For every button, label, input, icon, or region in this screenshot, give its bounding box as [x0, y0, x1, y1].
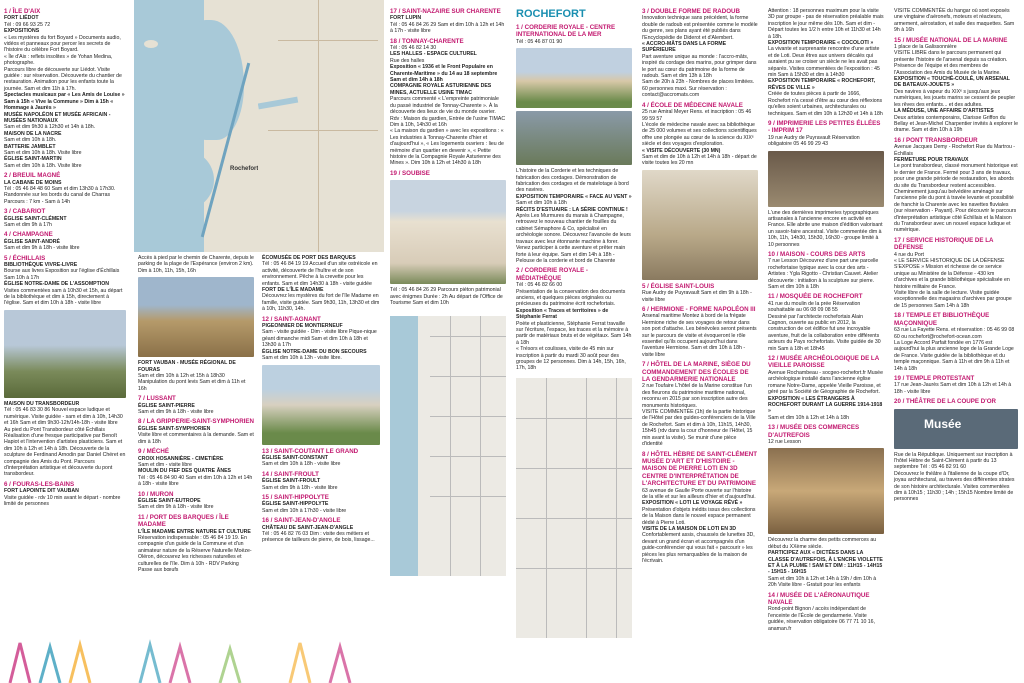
subtitle: FORT VAUBAN - MUSÉE RÉGIONAL DE FOURAS [138, 360, 236, 373]
section-title: 11 / MOSQUÉE DE ROCHEFORT [768, 293, 863, 301]
region-map-right [258, 0, 384, 252]
text: Rond-point Bignon / accès indépendant de l'enceinte de l'École de gendarmerie. Visite guidée, réservation obligatoire 06 77 71 10 16, anaman.fr [768, 606, 875, 632]
section-title: 5 / ÉCHILLAIS [4, 254, 46, 262]
subtitle: FORT LAPOINTE DIT VAUBAN [4, 488, 79, 495]
text: Rue des halles [390, 57, 425, 64]
text: Arsenal maritime Montez à bord de la frégate Hermione riche de ses voyages de retour dans son port d'attache. Les bénévoles seront présents sur le parcours de visite et évoqueront le rôle essentiel qu'ils occupent aujourd'hui dans l'aventure Hermione. Sam et dim 10h à 18h - visite libre [642, 313, 757, 358]
section-title: 9 / IMPRIMERIE LES PETITES ÉLLÉES - IMPRIM 17 [768, 119, 881, 135]
section-title: 12 / MUSÉE ARCHÉOLOGIQUE DE LA VIEILLE PAROISSE [768, 355, 879, 370]
text: Tél : 05 46 84 90 40 Sam et dim 10h à 12h et 14h à 18h - visite libre [138, 474, 253, 488]
photo-corderie [516, 48, 632, 108]
section-title: 5 / ÉGLISE SAINT-LOUIS [642, 282, 715, 290]
text: Au pied du Pont Transbordeur côté Échillais Réalisation d'une fresque participative par Benoît Hapiot et l'intervention d'artistes plasticiens. Sam et dim 10h à 12h et 14h à 18h. Découverte de la sculpture de Ferdinand Arnodin par Daniel Chéret en compagnie des Amis du Pont. Parcours d'interprétation artistique et découverte du pont transbordeur. [4, 426, 126, 478]
text: Le pont transbordeur, classé monument historique est le dernier de France. Fermé pour 3 ans de travaux, pour une grande période de restauration, les abords du site du Transbordeur restent accessibles. Cheminement jusqu'au belvédère aménagé sur l'ancienne pile du pont à travée levante et possibilité de franchir la Charente avec les navettes fluviales (sur réservation - Payant). Pour découvrir le parcours d'interprétation artistique côté Échillais et la Maison du Transbordeur avec un nouvel espace ludique et numérique. [894, 163, 1018, 234]
subtitle: BATTERIE JAMBLET [4, 143, 56, 150]
text: Découvrez le théâtre à l'italienne de la coupe d'Or, joyau architectural, au travers des différentes strates de son histoire architecturale. Visites commentées dim à 10h15 ; 11h30 ; 14h ; 15h15 Nombre limité de personnes [894, 470, 1015, 503]
subtitle: FORT LUPIN [390, 15, 422, 22]
text: Sam - visite guidée - Dim - visite libre Pique-nique géant dimanche midi Sam et dim 10h à 18h et 13h30 à 17h [262, 329, 377, 349]
section-title: 18 / TONNAY-CHARENTE [390, 37, 464, 45]
text: Sam et dim 10h à 18h. Visite libre [4, 149, 82, 156]
text: Visite guidée - rdv 10 min avant le départ - nombre limité de personnes [4, 494, 121, 507]
text: 1 place de la Galissonnière [894, 44, 957, 51]
subtitle: ÉGLISE SAINT-PIERRE [138, 402, 195, 409]
section-title: 14 / SAINT-FROULT [262, 470, 319, 478]
text: 19 rue Audry de Puyravault Réservation obligatoire 05 46 99 29 43 [768, 134, 860, 148]
section-title: 3 / CABARIOT [4, 208, 46, 216]
photo-ecole-medecine [642, 170, 758, 280]
subtitle: RÉCITS D'ESTUAIRE : LA SÉRIE CONTINUE ! [516, 206, 628, 213]
text: L'école de médecine navale avec sa bibliothèque de 25 000 volumes et ses collections scientifiques offre une plongée au cœur de la science du XIXᵉ siècle et des voyages d'exploration. [642, 121, 757, 148]
section-title: 17 / SERVICE HISTORIQUE DE LA DÉFENSE [894, 236, 994, 252]
section-title: 17 / SAINT-NAZAIRE SUR CHARENTE [390, 8, 501, 15]
text: Sam et dim 9h à 18h - visite libre [138, 504, 214, 511]
text: Sam et dim de 10h à 12h et 14h à 18h - départ de visite toutes les 20 mn [642, 153, 757, 167]
text: Rue de la République. Uniquement sur inscription à l'hôtel Hèbre de Saint-Clément à partir du 13 septembre Tél : 05 46 82 91 60 [894, 451, 1013, 471]
text: Sam et dim 9h à 17h [4, 222, 52, 228]
column-6 [638, 0, 762, 683]
section-title: 8 / LA GRIPPERIE-SAINT-SYMPHORIEN [138, 418, 254, 426]
subtitle: CROIX HOSANNIÈRE - CIMETIÈRE [138, 455, 224, 462]
subtitle: EXPOSITION « LOTI LE VOYAGE RÊVÉ » [642, 500, 743, 507]
text: Dessiné par l'architecte rochefortais Alain Cagnon, ouverte au public en 2012, la construction de cet édifice fut une incroyable aventure, fruit de la collaboration entre différents acteurs du Pays rochefortais. Visite guidée de 30 min Sam à 18h et 18h45 [768, 313, 881, 352]
subtitle: ÉGLISE SAINT-EUTROPE [138, 497, 201, 504]
text: Tél : 05 46 84 26 29 Parcours piéton patrimonial avec énigmes Durée : 2h Au départ de l'Office de Tourisme Sam et dim 10h [390, 287, 503, 306]
text: Tél : 05 46 84 26 29 Sam et dim 10h à 12h et 14h à 17h - visite libre [390, 21, 505, 35]
text: Tél : 05 46 82 14 30 [390, 45, 437, 52]
text: Sam et dim 9h à 18h - visite libre [138, 409, 214, 416]
photo-soubise-tower [390, 180, 506, 284]
subtitle: ÉGLISE SAINT-CONSTANT [262, 454, 328, 461]
section-title: 9 / MÉCHÉ [138, 448, 169, 456]
text: 25 rue Amiral Meyer Rens. et inscription : 05 46 99 59 57 [642, 109, 752, 122]
subtitle: PARTICIPEZ AUX « DICTÉES DANS LA CLASSE D'AUTREFOIS, À L'ENCRE VIOLETTE ET À LA PLUME ! SAM ET DIM : 11H15 - 14H15 - 15H15 - 16H15 [768, 550, 883, 576]
column-3 [258, 0, 384, 683]
subtitle: EXPOSITION TEMPORAIRE « COCOLOTI » [768, 40, 874, 47]
text: Tél : 05 46 82 76 03 Dim : visite des métiers et présence de tailleurs de pierre, de bois, lissage... [262, 530, 375, 544]
text: 12 rue Lesson [768, 438, 801, 445]
text: Tél : 05 46 83 30 86 Nouvel espace ludique et numérique. Visite guidée - sam et dim à 10h, 14h30 et 16h Sam et dim 9h30-12h/14h-18h - visite libre [4, 407, 123, 427]
text: Tél : 05 46 82 66 00 [516, 282, 563, 289]
map-label-rochefort: Rochefort [230, 166, 258, 172]
town-map-2 [516, 378, 632, 638]
subtitle: ÉGLISE SAINT-ANDRÉ [4, 238, 60, 245]
text: Présentation de la conservation des documents anciens, et quelques pièces originales ou précieuses du patrimoine écrit rochefortais. [516, 288, 626, 308]
section-title: 13 / SAINT-COUTANT LE GRAND [262, 447, 359, 455]
subtitle: FORT DE L'ÎLE MADAME [262, 287, 324, 294]
section-title: 2 / BREUIL MAGNÉ [4, 172, 61, 180]
section-title: 10 / MURON [138, 490, 174, 498]
section-title: 1 / ÎLE D'AIX [4, 8, 41, 15]
text: Après Les Murmures du marais à Champagne, retrouvez le nouveau chantier de fouilles du cabinet Sémaphore & Co, spécialisé en archéologie sonore. Découvrez l'avancée de leurs travaux avec leur étonnante machine à forer. Venez participer à cette aventure et prêter main forte à leur équipe. Sam et dim 14h à 18h - Pelouse de la corderie et bord de Charente [516, 213, 631, 264]
text: Sam et dim 10h à 13h - visite libre. [262, 355, 342, 362]
subtitle: VISITE DE LA MAISON DE LOTI EN 3D [642, 525, 737, 532]
text: Poète et plasticienne, Stéphanie Ferrat travaille sur l'écriture, l'espace, les traces et la mémoire à partir de matériaux bruts et de végétaux. Sam 14h à 18h [516, 320, 632, 346]
column-2 [134, 0, 258, 683]
text: Sam et dim 10h à 18h. Visite libre [4, 162, 82, 169]
section-title: 4 / CHAMPAGNE [4, 231, 53, 239]
section-title: 6 / HERMIONE - FORME NAPOLÉON III [642, 305, 756, 313]
page-title: ROCHEFORT [516, 8, 586, 20]
subtitle: FERMETURE POUR TRAVAUX [894, 156, 969, 163]
section-title: 16 / SAINT-JEAN-D'ANGLE [262, 517, 341, 525]
photo-transbordeur [4, 310, 126, 398]
text: Sam et dim 10h à 18h [516, 200, 567, 207]
text: Sam et dim 9h à 18h - visite libre [4, 245, 80, 252]
text: Parcours commenté « L'empreinte patrimoniale du passé industriel de Tonnay-Charente ». À la découverte des lieux de vie du monde ouvrier. Rdv : Maison du gardien, Entrée de l'usine TIMAC Dim à 10h, 14h30 et 16h [390, 96, 506, 128]
subtitle: MUSÉE NAPOLÉON ET MUSÉE AFRICAIN - MUSÉES NATIONAUX [4, 111, 111, 124]
subtitle: ÉGLISE SAINT-CLÉMENT [4, 215, 67, 222]
text: Sam et dim 10h à 12h et 14h à 18h [768, 414, 850, 421]
text: 7 rue Lesson Découvrez d'une part une parcelle rochefortaise typique avec la cour des arts - Artistes : Ygla Rigotto - Christian Cauvet. Atelier découverte : initiation à la sculpture sur pierre. Sam et dim 10h à 18h [768, 258, 879, 290]
text: VISITE LIBRE dans le parcours permanent qui présente l'histoire de l'arsenal depuis sa création. Présence de l'équipe et des membres de l'Association des Amis du Musée de la Marine. [894, 50, 1008, 76]
text: Sam et dim 9h à 18h - visite libre [262, 484, 338, 491]
region-map [134, 0, 258, 252]
subtitle: ÉGLISE SAINT-HIPPOLYTE [262, 501, 329, 508]
text: Rue Audry de Puyravault Sam et dim 9h à 18h - visite libre [642, 290, 752, 303]
column-8 [890, 0, 1022, 683]
section-title: 12 / SAINT-AGNANT [262, 315, 321, 323]
subtitle: LA CABANE DE MOINS [4, 179, 62, 186]
section-title: 11 / PORT DES BARQUES / ÎLE MADAME [138, 513, 229, 529]
text: Visite libre de la salle de lecture. Visite guidée exceptionnelle des magasins d'archives par groupe de 15 personnes Sam 14h à 18h [894, 290, 1012, 309]
section-title: 15 / SAINT-HIPPOLYTE [262, 493, 329, 501]
column-5 [512, 0, 636, 683]
subtitle: EXPOSITION « TOUCHÉ-COULÉ, UN ARSENAL DE BATEAUX-JOUETS » [894, 76, 1010, 89]
section-title: 15 / MUSÉE NATIONAL DE LA MARINE [894, 36, 1008, 44]
text: Sam et dim - visite libre [138, 461, 192, 468]
text: La vivante et surprenante rencontre d'une artiste et de Loti. Deux êtres aux univers décalés qui auraient pu se croiser un siècle ne les avait pas séparés. Visites commentées de l'exposition : 45 min Sam à 15h30 et dim à 14h30 [768, 46, 880, 79]
text: Tél : 05 46 84 19 19 Accueil d'un site ostréicole en activité, découverte de l'huître et de son environnement. Pêche à la crevette pour les enfants. Sam et dim 14h30 à 18h - visite guidée [262, 261, 378, 287]
column-7 [764, 0, 888, 683]
section-title: 18 / TEMPLE ET BIBLIOTHÈQUE MAÇONNIQUE [894, 312, 990, 327]
section-title: 3 / DOUBLE FORME DE RADOUB [642, 8, 740, 15]
text: « Île d'Aix : reflets insolites » de Yohan Medina, photographe. [4, 53, 113, 67]
section-title: 8 / HÔTEL HÈBRE DE SAINT-CLÉMENT MUSÉE D'ART ET D'HISTOIRE - MAISON DE PIERRE LOTI EN 3D CENTRE D'INTERPRÉTATION DE L'ARCHITECTURE ET DU PATRIMOINE [642, 450, 758, 488]
section-title: 2 / CORDERIE ROYALE - MÉDIATHÈQUE [516, 267, 588, 282]
text: L'histoire de la Corderie et les techniques de fabrication des cordages. Démonstration de fabrication des cordages et de matelotage à bord des navires. [516, 168, 629, 194]
text: Exposition « 1936 et le Front Populaire en Charente-Maritime » du 14 au 18 septembre Sam et dim 14h à 18h [390, 64, 498, 84]
text: 63 avenue de Gaulle Porte ouverte sur l'histoire de la ville et sur les ailleurs d'hier et d'aujourd'hui. [642, 487, 756, 500]
town-map [390, 316, 506, 576]
text: L'une des dernières imprimeries typographiques artisanales à l'ancienne encore en activité en France. Elle abrite une maison d'édition valorisant un savoir-faire ancestral. Visite commentée dim à 10h, 11h, 14h30, 15h30, 16h30 - groupe limité à 10 personnes [768, 209, 883, 248]
text: Sam et dim 10h à 18h - visite libre [262, 461, 341, 468]
text: Présentation d'objets inédits issus des collections de la Maison dans le nouvel espace permanent dédié à Pierre Loti. [642, 506, 756, 526]
subtitle: BIBLIOTHÈQUE VIVRE-LIVRE [4, 262, 78, 269]
text: Des navires à vapeur du XIXᵉ s jusqu'aux jeux numériques, les jouets marins se cessent de peupler les rêves des enfants... et des adultes. [894, 88, 1016, 108]
subtitle: EXPOSITIONS [4, 28, 40, 35]
subtitle: « VISITE DÉCOUVERTE (30 MN) [642, 147, 721, 154]
text: Découvrez les mystères du fort de l'île Madame en famille, visite guidée. Sam 9h30, 11h, 13h30 et dim à 10h, 11h30, 14h. [262, 293, 380, 313]
text: Créée de toutes pièces à partir de 1666, Rochefort n'a cessé d'être au cœur des réflexions qu'elles soient urbaines, architecturales ou techniques. Sam et dim 10h à 12h30 et 14h à 18h [768, 91, 883, 117]
text: « La maison du gardien » avec les expositions : « Les industries à Tonnay-Charente d'hier et d'aujourd'hui », « Les logements ouvriers : lieu de mémoire d'un quartier en devenir », « Petite histoire de la Compagnie Royale Asturienne des Mines ». Dim 10h à 12h et 14h30 à 18h [390, 128, 504, 167]
photo-musee-sign [894, 409, 1018, 449]
photo-pigeonnier [262, 365, 380, 445]
text: La Loge Accord Parfait fondée en 1776 est aujourd'hui la plus ancienne loge de la Grande Loge de France. Visite guidée de la bibliothèque et du temple maçonnique. Sam à 11h et dim 9h à 11h et 14h à 18h [894, 339, 1014, 372]
text: Accès à pied par le chemin de Charente, depuis le parking de la plage de l'Espérance (environ 2 km). Dim à 10h, 11h, 15h, 16h [138, 255, 254, 274]
subtitle: MOULIN DU FIEF DES QUATRE ÂNES [138, 468, 231, 475]
subtitle: COMPAGNIE ROYALE ASTURIENNE DES MINES, ACTUELLE USINE TIMAC [390, 83, 492, 96]
section-title: 19 / SOUBISE [390, 169, 430, 177]
text: « LE SERVICE HISTORIQUE DE LA DÉFENSE S'EXPOSE » Mission et richesse de ce service unique au Ministère de la Défense - 430 km d'archives et la grande bibliothèque spécialisée en histoire militaire de France. [894, 258, 1010, 290]
section-title: 14 / MUSÉE DE L'AÉRONAUTIQUE NAVALE [768, 591, 870, 606]
section-title: 13 / MUSÉE DES COMMERCES D'AUTREFOIS [768, 424, 860, 439]
photo-imprimerie [768, 151, 884, 207]
column-1 [0, 0, 130, 683]
section-title: 6 / FOURAS-LES-BAINS [4, 480, 75, 488]
text: Sam et dim 10h à 18h. [4, 137, 57, 144]
section-title: 7 / HÔTEL DE LA MARINE, SIÈGE DU COMMANDEMENT DES ÉCOLES DE LA GENDARMERIE NATIONALE [642, 361, 751, 384]
section-title: 1 / CORDERIE ROYALE - CENTRE INTERNATIONAL DE LA MER [516, 24, 616, 39]
section-title: 10 / MAISON - COURS DES ARTS [768, 250, 866, 258]
text: Réservation indispensable : 05 46 84 19 19. En compagnie d'un guide de la Commune et d'un animateur nature de la Réserve Naturelle Moëze-Oléron, découvrez les richesses naturelles et culturelles de l'île. Dim à 10h - RDV Parking Passe aux bœufs [138, 534, 252, 573]
section-title: 19 / TEMPLE PROTESTANT [894, 374, 975, 382]
text: Confortablement assis, chaussés de lunettes 3D, devant un grand écran et accompagnés d'un guide-conférencier qui vous fait « parcourir » les pièces les plus remarquables de la maison de l'écrivain. [642, 532, 755, 564]
text: Innovation technique sans précédent, la forme double de radoub est présentée comme le modèle du genre, ses plans ayant été publiés dans l'Encyclopédie de Diderot et d'Alembert. [642, 15, 758, 41]
text: Deux artistes contemporains, Clarisse Griffon du Bellay et Jean-Michel Charpentier invités à explorer le drame. Sam et dim 10h à 19h [894, 114, 1018, 134]
subtitle: EXPOSITION TEMPORAIRE « FACE AU VENT » [516, 193, 632, 200]
text: Sam et dim 10h à 17h30 - visite libre [262, 507, 347, 514]
subtitle: CHÂTEAU DE SAINT-JEAN-D'ANGLE [262, 524, 354, 531]
subtitle: MAISON DU TRANSBORDEUR [4, 400, 80, 407]
text: Parcours libre de découverte sur Liédot. Visite guidée : sur réservation. Découverte du chantier de restauration. Animation pour les enfants toute la journée. Sam et dim 11h à 17h. [4, 66, 122, 92]
subtitle: ÉCOMUSÉE DE PORT DES BARQUES [262, 255, 356, 261]
text: Bourse aux livres Exposition sur l'église d'Échillais Sam 10h à 17h [4, 268, 120, 281]
subtitle: PIGEONNIER DE MONTIERNEUF [262, 323, 343, 330]
text: Manipulation du pont levis Sam et dim à 11h et 16h [138, 379, 246, 392]
section-title: 4 / ÉCOLE DE MÉDECINE NAVALE [642, 101, 743, 109]
text: VISITE COMMENTÉE du hangar où sont exposés une vingtaine d'aéronefs, moteurs et réacteurs, armement, aérostation, et salle des maquettes. Sam 9h à 16h [894, 8, 1015, 34]
subtitle: LES HALLES - ESPACE CULTUREL [390, 51, 477, 58]
text: Tél : 05 46 84 48 60 Sam et dim 13h30 à 17h30. Randonnée sur les bords du canal de Charras Parcours : 7 km - Sam à 14h [4, 185, 116, 205]
subtitle: ÉGLISE NOTRE-DAME DU BON SECOURS [262, 348, 367, 355]
text: 17 rue Jean-Jaurès Sam et dim 10h à 12h et 14h à 18h - visite libre [894, 382, 1012, 395]
text: « Trésors et coulisses, visite de 45 min sur inscription à partir du mardi 30 août pour des groupes de 12 personnes. Dim à 14h, 15h, 16h, 17h, 18h [516, 346, 626, 372]
text: Visite libre et commentaires à la demande. Sam et dim à 18h [138, 432, 254, 445]
text: Sam et dim 10h à 12h et 15h à 18h30 [138, 373, 225, 380]
text: 4 rue du Port [894, 251, 924, 258]
text: Découvrez la charme des petits commerces au début du XXème siècle. [768, 537, 877, 550]
text: Avenue Rochambeau - socgeo-rochefort.fr Musée archéologique installé dans l'ancienne église romane Notre-Dame, appelée Vieille Paroisse, et géré par la Société de Géographie de Rochefort. [768, 369, 883, 396]
subtitle: L'ÎLE MADAME ENTRE NATURE ET CULTURE [138, 528, 251, 535]
text: Tél : 09 66 93 25 72 [4, 21, 51, 28]
text: Part aventure unique au monde : l'accro-mâts, inspiré du cordage des marins, pour grimper dans le port au cœur du patrimoine de la forme de radoub. Sam et dim 13h à 18h [642, 53, 757, 80]
section-title: 7 / LUSSANT [138, 395, 176, 403]
text: 2 rue Toufaire L'hôtel de la Marine constitue l'un des fleurons du patrimoine maritime national, reconnu en 2015 par son inscription autre des monuments historiques. [642, 383, 752, 409]
text: Attention : 18 personnes maximum pour la visite 3D par groupe - pas de réservation préalable mais inscription le jour même dès 10h. Sam et dim - Départ toutes les 1/2 h entre 10h et 11h30 et 14h à 18h. [768, 8, 884, 40]
musee-sign-text: Musée [924, 416, 962, 431]
photo-corderie-2 [516, 111, 632, 165]
text: Sam de 20h à 23h - Nombres de places limitées. 60 personnes maxi. Sur réservation : contact@accromats.com [642, 79, 755, 99]
text: Sam et dim 10h à 12h et 14h à 19h / dim 10h à 20h Visite libre - Gratuit pour les enfants [768, 575, 877, 589]
subtitle: EXPOSITION TEMPORAIRE « ROCHEFORT, RÊVES DE VILLE » [768, 78, 876, 91]
text: « Les mystères du fort Boyard » Documents audio, vidéos et panneaux pour percer les secrets de l'histoire du célèbre Fort Boyard. [4, 34, 121, 54]
text: Avenue Jacques Demy - Rochefort Rue du Martrou - Échillais [894, 144, 1016, 157]
subtitle: ÉGLISE SAINT-MARTIN [4, 156, 62, 163]
photo-fort [138, 277, 254, 357]
column-4 [386, 0, 510, 683]
subtitle: « ACCRO-MÂTS DANS LA FORME SUPÉRIEURE [642, 41, 727, 54]
photo-commerces [768, 448, 884, 534]
text: Exposition « Traces et territoires » de Stéphanie Ferrat [516, 307, 609, 321]
section-title: 20 / THÉÂTRE DE LA COUPE D'OR [894, 398, 996, 406]
section-title: 16 / PONT TRANSBORDEUR [894, 136, 978, 144]
text: 63 rue La Fayette Rens. et réservation : 05 46 99 08 60 ou rochefort@rochefort-ocean.com [894, 327, 1015, 340]
subtitle: LA MÉDUSE, UNE AFFAIRE D'ARTISTES [894, 108, 994, 115]
subtitle: ÉGLISE SAINT-FROULT [262, 478, 321, 485]
subtitle: MAISON DE LA NACRE [4, 130, 62, 137]
text: Spectacles musicaux par « Les Amis de Louise » Sam à 15h « Vive la Commune » Dim à 15h « Hommage à Jaurès » [4, 92, 125, 112]
text: Visites commentées sam à 10h30 et 15h, au départ de la bibliothèque et dim à 15h, directement à l'église. Sam et dim 10h à 18h - visite libre [4, 287, 123, 307]
text: 41 rue du moulin de la prée Réservation souhaitable au 06 08 09 08 55 [768, 300, 861, 314]
text: Sam et dim 9h30 à 12h30 et 14h à 18h. [4, 124, 96, 131]
text: VISITE COMMENTÉE (1h) de la partie historique de l'Hôtel par des guides-conférenciers de la Ville de Rochefort. Sam et dim à 10h, 11h15, 14h30, 15h45 (rdv dans la cour d'honneur de l'Hôtel, 15 min avant la visite). Se munir d'une pièce d'identité [642, 409, 756, 448]
subtitle: EXPOSITION « LES ÉTRANGERS À ROCHEFORT DURANT LA GUERRE 1914-1918 » [768, 395, 883, 415]
subtitle: ÉGLISE NOTRE-DAME DE L'ASSOMPTION [4, 281, 109, 288]
subtitle: FORT LIÉDOT [4, 15, 39, 22]
subtitle: ÉGLISE SAINT-SYMPHORIEN [138, 425, 211, 432]
text: Tél : 05 46 87 01 90 [516, 38, 563, 45]
